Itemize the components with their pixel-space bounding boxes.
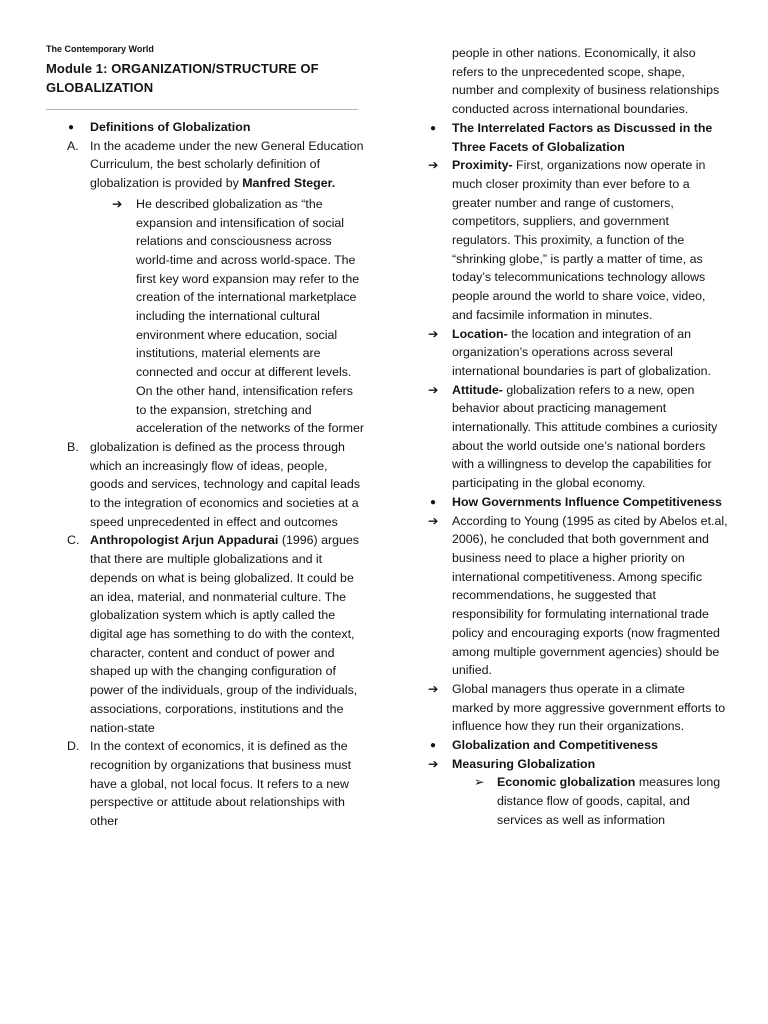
arrow-icon: ➔ xyxy=(428,382,439,397)
competitiveness-heading: ● Globalization and Competitiveness xyxy=(428,736,728,755)
list-marker: C. xyxy=(67,533,80,548)
page-title: Module 1: ORGANIZATION/STRUCTURE OF GLOBALIZATION xyxy=(46,61,319,95)
list-marker: D. xyxy=(67,739,80,754)
factor-proximity: ➔ Proximity- First, organizations now operate in much closer proximity than ever before to a greater number and range of customers, competitors, suppliers, and government regulators. This proximity, a function of the “shrinking globe,” is partly a matter of time, as today’s telecommunications technology allows people around the world to share voice, video, and facsimile information in minutes. xyxy=(428,158,706,322)
triangle-arrow-icon: ➢ xyxy=(474,775,485,790)
definition-c: C. Anthropologist Arjun Appadurai (1996) argues that there are multiple globalizations and it depends on what is being globalized. It could be an idea, material, and nonmaterial culture. The globalization system which is aptly called the digital age has something to do with the context, character, content and conduct of power and shaped up with the changing configuration of power of the individuals, group of the individuals, associations, corporations, institutions and the nation-state xyxy=(67,533,359,735)
measuring-heading: ➔ Measuring Globalization xyxy=(428,755,728,774)
arrow-icon: ➔ xyxy=(428,681,439,696)
course-name: The Contemporary World xyxy=(46,44,154,54)
economic-globalization: ➢ Economic globalization measures long distance flow of goods, capital, and services as well as information xyxy=(474,775,721,827)
factors-heading: ● The Interrelated Factors as Discussed in the Three Facets of Globalization xyxy=(430,120,713,154)
list-marker: B. xyxy=(67,439,79,454)
factor-attitude: ➔ Attitude- globalization refers to a new, open behavior about practicing management internationally. This attitude combines a curiosity about the world outside one’s national borders with a willingness to develop the capabilities for participating in the global economy. xyxy=(428,382,718,491)
arrow-icon: ➔ xyxy=(428,756,439,771)
definition-b: B. globalization is defined as the process through which an increasingly flow of ideas, people, goods and services, technology and capital leads to the integration of economics and societies at a speed unprecedented in effect and outcomes xyxy=(67,439,361,529)
steger-quote: ➔ He described globalization as “the expansion and intensification of social relations and consciousness across world-time and across world-space. The first key word expansion may refer to the creation of the international marketplace including the international cultural environment where education, social institutions, material elements are connected and occur at different levels. On the other hand, intensification refers to the expansion, stretching and acceleration of the networks of the former xyxy=(112,196,364,436)
young-paragraph: ➔ According to Young (1995 as cited by Abelos et.al, 2006), he concluded that both government and business need to place a higher priority on international competitiveness. Among specific recommendations, he suggested that responsibility for formulating international trade policy and encouraging exports (now fragmented among multiple government agencies) should be unified. xyxy=(428,513,728,678)
governments-heading: ● How Governments Influence Competitiveness xyxy=(428,493,728,512)
arrow-icon: ➔ xyxy=(428,326,439,341)
factor-location: ➔ Location- the location and integration of an organization’s operations across several international boundaries is part of globalization. xyxy=(428,326,711,378)
list-marker: A. xyxy=(67,138,79,153)
author-steger: Manfred Steger. xyxy=(242,176,336,191)
divider xyxy=(46,109,358,110)
definition-d: D. In the context of economics, it is defined as the recognition by organizations that business must have a global, not local focus. It refers to a new perspective or attitude about relationships with other xyxy=(67,739,352,829)
managers-paragraph: ➔ Global managers thus operate in a climate marked by more aggressive government efforts to influence how they run their organizations. xyxy=(428,681,726,734)
definition-a: A. In the academe under the new General Education Curriculum, the best scholarly definition of globalization is provided by Manfred Steger. xyxy=(67,138,364,191)
author-appadurai: Anthropologist Arjun Appadurai xyxy=(90,533,279,548)
right-column xyxy=(428,44,728,830)
left-column xyxy=(46,44,364,831)
arrow-icon: ➔ xyxy=(428,158,439,173)
continued-text: people in other nations. Economically, it also refers to the unprecedented scope, shape, number and complexity of business relationships conducted across international boundaries. xyxy=(452,46,720,117)
bullet-icon: ● xyxy=(68,122,75,133)
bullet-icon: ● xyxy=(430,496,437,508)
definitions-heading: ● Definitions of Globalization xyxy=(46,118,364,137)
bullet-icon: ● xyxy=(430,740,437,752)
arrow-icon: ➔ xyxy=(428,513,439,528)
bullet-icon: ● xyxy=(430,122,437,134)
arrow-icon: ➔ xyxy=(112,196,123,211)
